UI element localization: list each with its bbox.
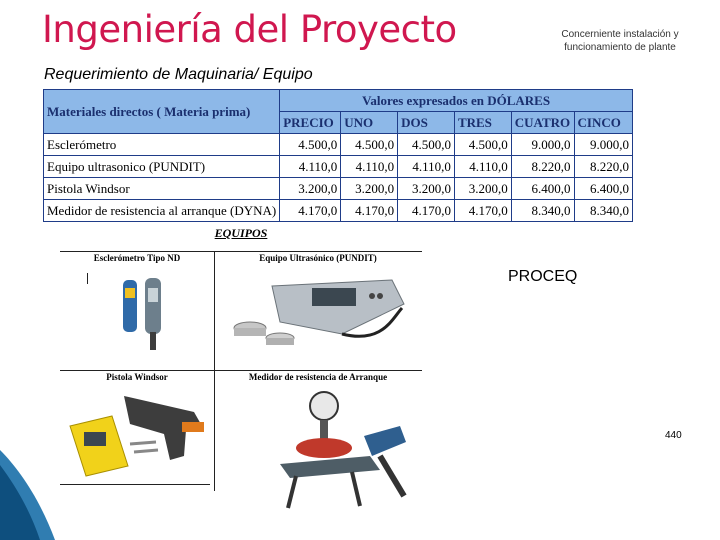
column-header: DOS [398, 112, 455, 134]
cell-value: 4.110,0 [341, 156, 398, 178]
row-name: Esclerómetro [44, 134, 280, 156]
divider [214, 251, 215, 491]
column-header: PRECIO [280, 112, 341, 134]
cell-value: 4.170,0 [454, 200, 511, 222]
sclerometer-image [115, 274, 175, 352]
header-note-line2: funcionamiento de plante [564, 42, 676, 53]
equipment-label-sclerometer: Esclerómetro Tipo ND [93, 253, 181, 263]
cell-value: 4.170,0 [398, 200, 455, 222]
table-row [44, 178, 633, 200]
cell-value: 8.220,0 [511, 156, 574, 178]
pundit-device-image [232, 274, 407, 354]
divider [87, 273, 88, 284]
cell-value: 6.400,0 [574, 178, 632, 200]
cell-value: 4.170,0 [341, 200, 398, 222]
cell-value: 3.200,0 [280, 178, 341, 200]
equipment-label-dyna: Medidor de resistencia de Arranque [248, 372, 388, 382]
table-row [44, 134, 633, 156]
table-row [44, 200, 633, 222]
page-number: 440 [665, 430, 682, 441]
row-name: Equipo ultrasonico (PUNDIT) [44, 156, 280, 178]
section-title: Requerimiento de Maquinaria/ Equipo [44, 66, 313, 83]
cell-value: 3.200,0 [398, 178, 455, 200]
row-header-cell: Materiales directos ( Materia prima) [44, 90, 280, 134]
table-row [44, 156, 633, 178]
equipment-label-windsor: Pistola Windsor [106, 372, 168, 382]
equipment-cost-table [43, 89, 633, 222]
cell-value: 4.170,0 [280, 200, 341, 222]
divider [60, 251, 422, 252]
row-name: Medidor de resistencia al arranque (DYNA) [44, 200, 280, 222]
column-header: CINCO [574, 112, 632, 134]
cell-value: 6.400,0 [511, 178, 574, 200]
row-name: Pistola Windsor [44, 178, 280, 200]
column-header: UNO [341, 112, 398, 134]
cell-value: 3.200,0 [454, 178, 511, 200]
equipment-label-pundit: Equipo Ultrasónico (PUNDIT) [259, 253, 377, 263]
slide-title: Ingeniería del Proyecto [42, 8, 457, 51]
table-header-row [44, 90, 633, 112]
proceq-label: PROCEQ [508, 268, 578, 285]
group-header-cell: Valores expresados en DÓLARES [280, 90, 633, 112]
column-header: TRES [454, 112, 511, 134]
cell-value: 8.340,0 [574, 200, 632, 222]
header-note [550, 28, 690, 54]
cell-value: 4.500,0 [280, 134, 341, 156]
column-header: CUATRO [511, 112, 574, 134]
divider [60, 370, 422, 371]
cell-value: 9.000,0 [574, 134, 632, 156]
cell-value: 3.200,0 [341, 178, 398, 200]
equipment-panel [60, 224, 422, 516]
cell-value: 8.220,0 [574, 156, 632, 178]
cell-value: 4.110,0 [398, 156, 455, 178]
cell-value: 4.110,0 [454, 156, 511, 178]
divider [60, 484, 210, 485]
equipment-panel-title: EQUIPOS [214, 226, 268, 240]
cell-value: 4.110,0 [280, 156, 341, 178]
header-note-line1: Concerniente instalación y [561, 29, 679, 40]
cell-value: 9.000,0 [511, 134, 574, 156]
corner-decoration [0, 440, 70, 540]
cell-value: 8.340,0 [511, 200, 574, 222]
cell-value: 4.500,0 [341, 134, 398, 156]
cell-value: 4.500,0 [398, 134, 455, 156]
cell-value: 4.500,0 [454, 134, 511, 156]
windsor-pistol-image [64, 386, 214, 481]
dyna-tester-image [260, 386, 410, 511]
